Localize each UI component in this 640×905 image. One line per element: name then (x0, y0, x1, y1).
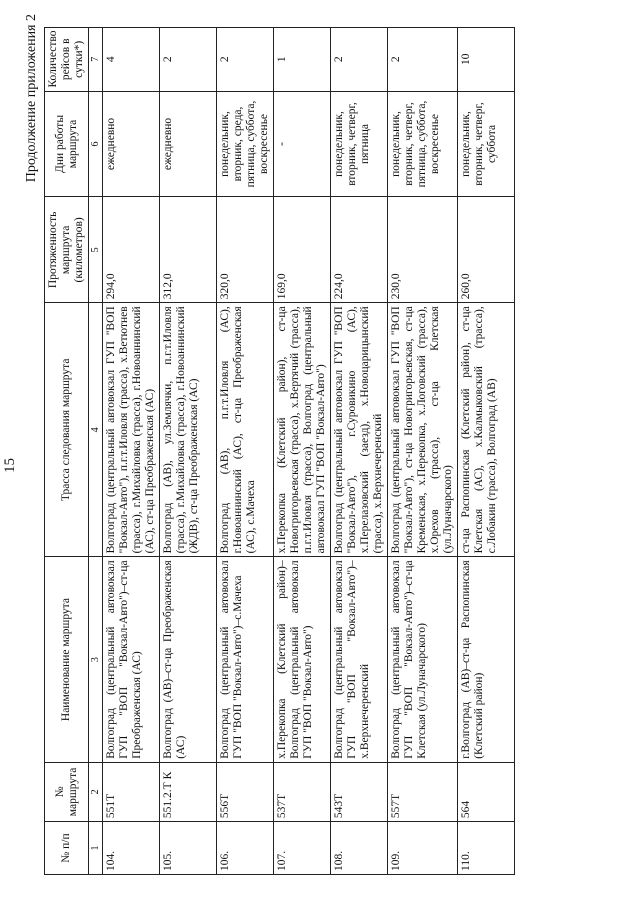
route-count: 2 (217, 28, 274, 92)
row-num: 104. (103, 822, 160, 875)
route-trace: Волгоград (АВ), п.г.т.Иловля (АС), г.Новоаннинский (АС), ст-ца Преображенская (АС), с.Мачеха (217, 303, 274, 557)
route-count: 2 (160, 28, 217, 92)
row-num: 108. (331, 822, 388, 875)
route-code: 543Т (331, 762, 388, 821)
route-length: 230,0 (388, 197, 458, 303)
route-days: понедельник, вторник, четверг, пятница (331, 91, 388, 197)
table-row (331, 28, 388, 875)
table-row (217, 28, 274, 875)
page-number: 15 (2, 458, 18, 473)
route-count: 10 (458, 28, 515, 92)
route-name: Волгоград (центральный автовокзал ГУП "ВОП "Вокзал-Авто")–ст-ца Преображенская (АС) (103, 557, 160, 762)
route-trace: х.Перекопка (Клетский район), ст-ца Новогригорьевская (трасса), х.Вертячий (трасса), п.г.т.Иловля (трасса), Волгоград (центральный автовокзал ГУП "ВОП "Вокзал-Авто") (274, 303, 331, 557)
route-code: 551Т (103, 762, 160, 821)
column-number: 7 (89, 28, 103, 92)
header-name: Наименование маршрута (45, 557, 89, 762)
route-count: 2 (331, 28, 388, 92)
route-name: Волгоград (АВ)–ст-ца Преображенская (АС) (160, 557, 217, 762)
table-row (160, 28, 217, 875)
route-length: 294,0 (103, 197, 160, 303)
route-days: ежедневно (160, 91, 217, 197)
route-code: 557Т (388, 762, 458, 821)
table-row (103, 28, 160, 875)
header-days: Дни работы маршрута (45, 91, 89, 197)
route-count: 4 (103, 28, 160, 92)
column-number: 4 (89, 303, 103, 557)
route-trace: Волгоград (АВ), ул.Землячки, п.г.т.Иловля (трасса), г.Михайловка (трасса), г.Новоаннинский (ЖДВ), ст-ца Преображенская (АС) (160, 303, 217, 557)
row-num: 105. (160, 822, 217, 875)
route-length: 312,0 (160, 197, 217, 303)
route-count: 1 (274, 28, 331, 92)
table-row (458, 28, 515, 875)
routes-table (44, 27, 515, 875)
route-trace: Волгоград (центральный автовокзал ГУП "ВОП "Вокзал-Авто"), ст-ца Новогригорьевская, ст-ца Кременская, х.Перекопка, х.Логовский (трасса), х.Орехов (трасса), ст-ца Клетская (ул.Луначарского) (388, 303, 458, 557)
route-code: 556Т (217, 762, 274, 821)
column-number: 2 (89, 762, 103, 821)
header-trace: Трасса следования маршрута (45, 303, 89, 557)
route-name: г.Волгоград (АВ)–ст-ца Распопинская (Клетский район) (458, 557, 515, 762)
route-length: 224,0 (331, 197, 388, 303)
route-length: 169,0 (274, 197, 331, 303)
appendix-continuation-note: Продолжение приложения 2 (24, 14, 39, 183)
route-days: ежедневно (103, 91, 160, 197)
route-days: понедельник, вторник, среда, пятница, суббота, воскресенье (217, 91, 274, 197)
table-row (388, 28, 458, 875)
column-number: 1 (89, 822, 103, 875)
route-trace: Волгоград (центральный автовокзал ГУП "ВОП "Вокзал-Авто"), п.г.т.Иловля (трасса), х.Ветютнев (трасса), г.Михайловка (трасса), г.Новоаннинский (АС), ст-ца Преображенская (АС) (103, 303, 160, 557)
route-days: понедельник, вторник, четверг, суббота (458, 91, 515, 197)
route-code: 537Т (274, 762, 331, 821)
route-days: - (274, 91, 331, 197)
row-num: 109. (388, 822, 458, 875)
header-length: Протяженность маршрута (километров) (45, 197, 89, 303)
table-row (274, 28, 331, 875)
route-name: Волгоград (центральный автовокзал ГУП "ВОП "Вокзал-Авто")–ст-ца Клетская (ул.Луначарского) (388, 557, 458, 762)
header-count: Количество рейсов в сутки*) (45, 28, 89, 92)
header-num: № п/п (45, 822, 89, 875)
route-name: Волгоград (центральный автовокзал ГУП "ВОП "Вокзал-Авто")–с.Мачеха (217, 557, 274, 762)
route-code: 551.2.Т К (160, 762, 217, 821)
route-name: Волгоград (центральный автовокзал ГУП "ВОП "Вокзал-Авто")–х.Верхнечеренский (331, 557, 388, 762)
route-trace: Волгоград (центральный автовокзал ГУП "ВОП "Вокзал-Авто"), г.Суровикино (АС), х.Перелазовский (заезд), х.Новоцарицынский (трасса), х.Верхнечеренский (331, 303, 388, 557)
column-number: 6 (89, 91, 103, 197)
route-name: х.Перекопка (Клетский район)–Волгоград (центральный автовокзал ГУП "ВОП "Вокзал-Авто") (274, 557, 331, 762)
route-length: 260,0 (458, 197, 515, 303)
row-num: 106. (217, 822, 274, 875)
route-days: понедельник, вторник, четверг, пятница, суббота, воскресенье (388, 91, 458, 197)
route-trace: ст-ца Распопинская (Клетский район), ст-ца Клетская (АС), х.Калмыковский (трасса), с.Лобакин (трасса), Волгоград (АВ) (458, 303, 515, 557)
route-count: 2 (388, 28, 458, 92)
column-number-row (89, 28, 103, 875)
row-num: 110. (458, 822, 515, 875)
header-code: № маршрута (45, 762, 89, 821)
row-num: 107. (274, 822, 331, 875)
route-code: 564 (458, 762, 515, 821)
header-row (45, 28, 89, 875)
column-number: 3 (89, 557, 103, 762)
route-length: 320,0 (217, 197, 274, 303)
column-number: 5 (89, 197, 103, 303)
